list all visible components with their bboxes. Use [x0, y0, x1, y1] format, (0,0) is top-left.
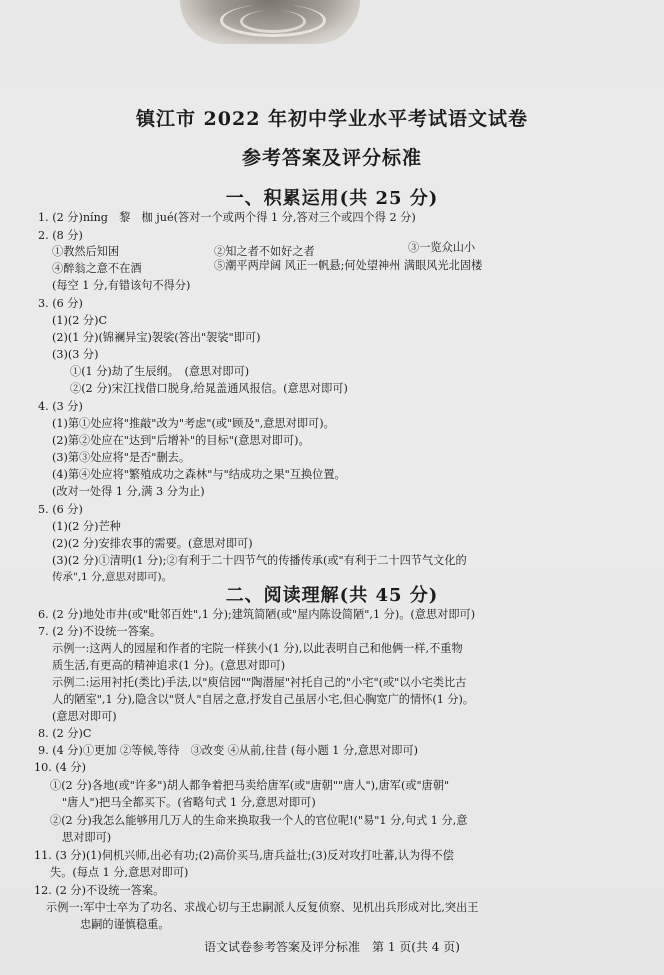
section-heading-1: 一、积累运用(共 25 分) [225, 188, 439, 209]
answer-line: 人的陋室",1 分),隐含以"贤人"自居之意,抒发自己虽居小宅,但心胸宽广的情怀(1 分)。 [52, 693, 475, 706]
answer-line: (1)(2 分)芒种 [52, 520, 121, 533]
answer-line: 失。(每点 1 分,意思对即可) [50, 866, 189, 879]
answer-line: 4. (3 分) [38, 400, 83, 413]
answer-line: (2)第②处应在"达到"后增补"的目标"(意思对即可)。 [52, 434, 310, 447]
answer-line: (意思对即可) [52, 710, 117, 723]
page-footer: 语文试卷参考答案及评分标准 第 1 页(共 4 页) [204, 940, 460, 954]
answer-line: ⑤潮平两岸阔 风正一帆悬;何处望神州 满眼风光北固楼 [214, 259, 483, 272]
answer-line: ④醉翁之意不在酒 [52, 262, 142, 275]
answer-line: ②(2 分)我怎么能够用几万人的生命来换取我一个人的官位呢!("易"1 分,句式 1 分,意 [50, 814, 468, 827]
answer-line: 示例一:军中士卒为了功名、求战心切与王忠嗣派人反复侦察、见机出兵形成对比,突出王 [46, 901, 479, 914]
answer-line: 9. (4 分)①更加 ②等候,等待 ③改变 ④从前,往昔 (每小题 1 分,意思对即可) [38, 744, 418, 757]
answer-line: (1)第①处应将"推敲"改为"考虑"(或"顾及",意思对即可)。 [52, 417, 335, 430]
answer-line: 质生活,有更高的精神追求(1 分)。(意思对即可) [52, 659, 286, 672]
answer-line: 10. (4 分) [34, 761, 86, 774]
answer-line: 忠嗣的谨慎稳重。 [80, 918, 170, 931]
answer-line: (3)(3 分) [52, 348, 99, 361]
answer-line: (2)(1 分)(锦襕异宝)袈裟(答出"袈裟"即可) [52, 331, 261, 344]
answer-line: ①(1 分)劫了生辰纲。 (意思对即可) [70, 365, 250, 378]
answer-line: ②(2 分)宋江找借口脱身,给晁盖通风报信。(意思对即可) [70, 382, 348, 395]
answer-line: (改对一处得 1 分,满 3 分为止) [52, 485, 205, 498]
answer-line: 1. (2 分)níng 黎 枷 jué(答对一个或两个得 1 分,答对三个或四个得 2 分) [38, 211, 416, 224]
answer-line: 12. (2 分)不设统一答案。 [34, 884, 165, 897]
answer-line: 11. (3 分)(1)伺机兴师,出必有功;(2)高价买马,唐兵益壮;(3)反对攻打吐蕃,认为得不偿 [34, 849, 454, 862]
answer-line: (2)(2 分)安排农事的需要。(意思对即可) [52, 537, 253, 550]
answer-line: 思对即可) [62, 831, 112, 844]
answer-line: ①(2 分)各地(或"许多")胡人都争着把马卖给唐军(或"唐朝""唐人"),唐军(或"唐朝" [50, 779, 450, 792]
answer-line: (每空 1 分,有错该句不得分) [52, 279, 191, 292]
answer-line: 2. (8 分) [38, 229, 83, 242]
answer-line: ①教然后知困 [52, 245, 120, 258]
answer-line: (1)(2 分)C [52, 314, 107, 327]
answer-line: 7. (2 分)不设统一答案。 [38, 625, 162, 638]
answer-line: 8. (2 分)C [38, 727, 92, 740]
answer-line: "唐人")把马全都买下。(省略句式 1 分,意思对即可) [62, 796, 316, 809]
answer-line: 6. (2 分)地处市井(或"毗邻百姓",1 分);建筑简陋(或"屋内陈设简陋",1 分)。(意思对即可) [38, 608, 476, 621]
decorative-ornament-photo [180, 0, 360, 44]
answer-line: 传承",1 分,意思对即可)。 [52, 571, 173, 583]
answer-line: (4)第④处应将"繁殖成功之森林"与"结成功之果"互换位置。 [52, 468, 346, 481]
answer-line: 示例一:这两人的园屋和作者的宅院一样狭小(1 分),以此表明自己和他俩一样,不重物 [52, 642, 463, 655]
answer-line: (3)第③处应将"是否"删去。 [52, 451, 191, 464]
page-title: 镇江市 2022 年初中学业水平考试语文试卷 [135, 108, 529, 130]
answer-line: ③一览众山小 [408, 241, 476, 254]
section-heading-2: 二、阅读理解(共 45 分) [225, 585, 439, 606]
answer-line: ②知之者不如好之者 [214, 245, 315, 258]
answer-line: 5. (6 分) [38, 503, 83, 516]
answer-line: (3)(2 分)①清明(1 分);②有利于二十四节气的传播传承(或"有利于二十四节气文化的 [52, 554, 467, 567]
answer-line: 示例二:运用衬托(类比)手法,以"庾信园""陶潜屋"衬托自己的"小宅"(或"以小宅类比古 [52, 676, 467, 689]
page-subtitle: 参考答案及评分标准 [241, 147, 422, 169]
answer-line: 3. (6 分) [38, 297, 83, 310]
